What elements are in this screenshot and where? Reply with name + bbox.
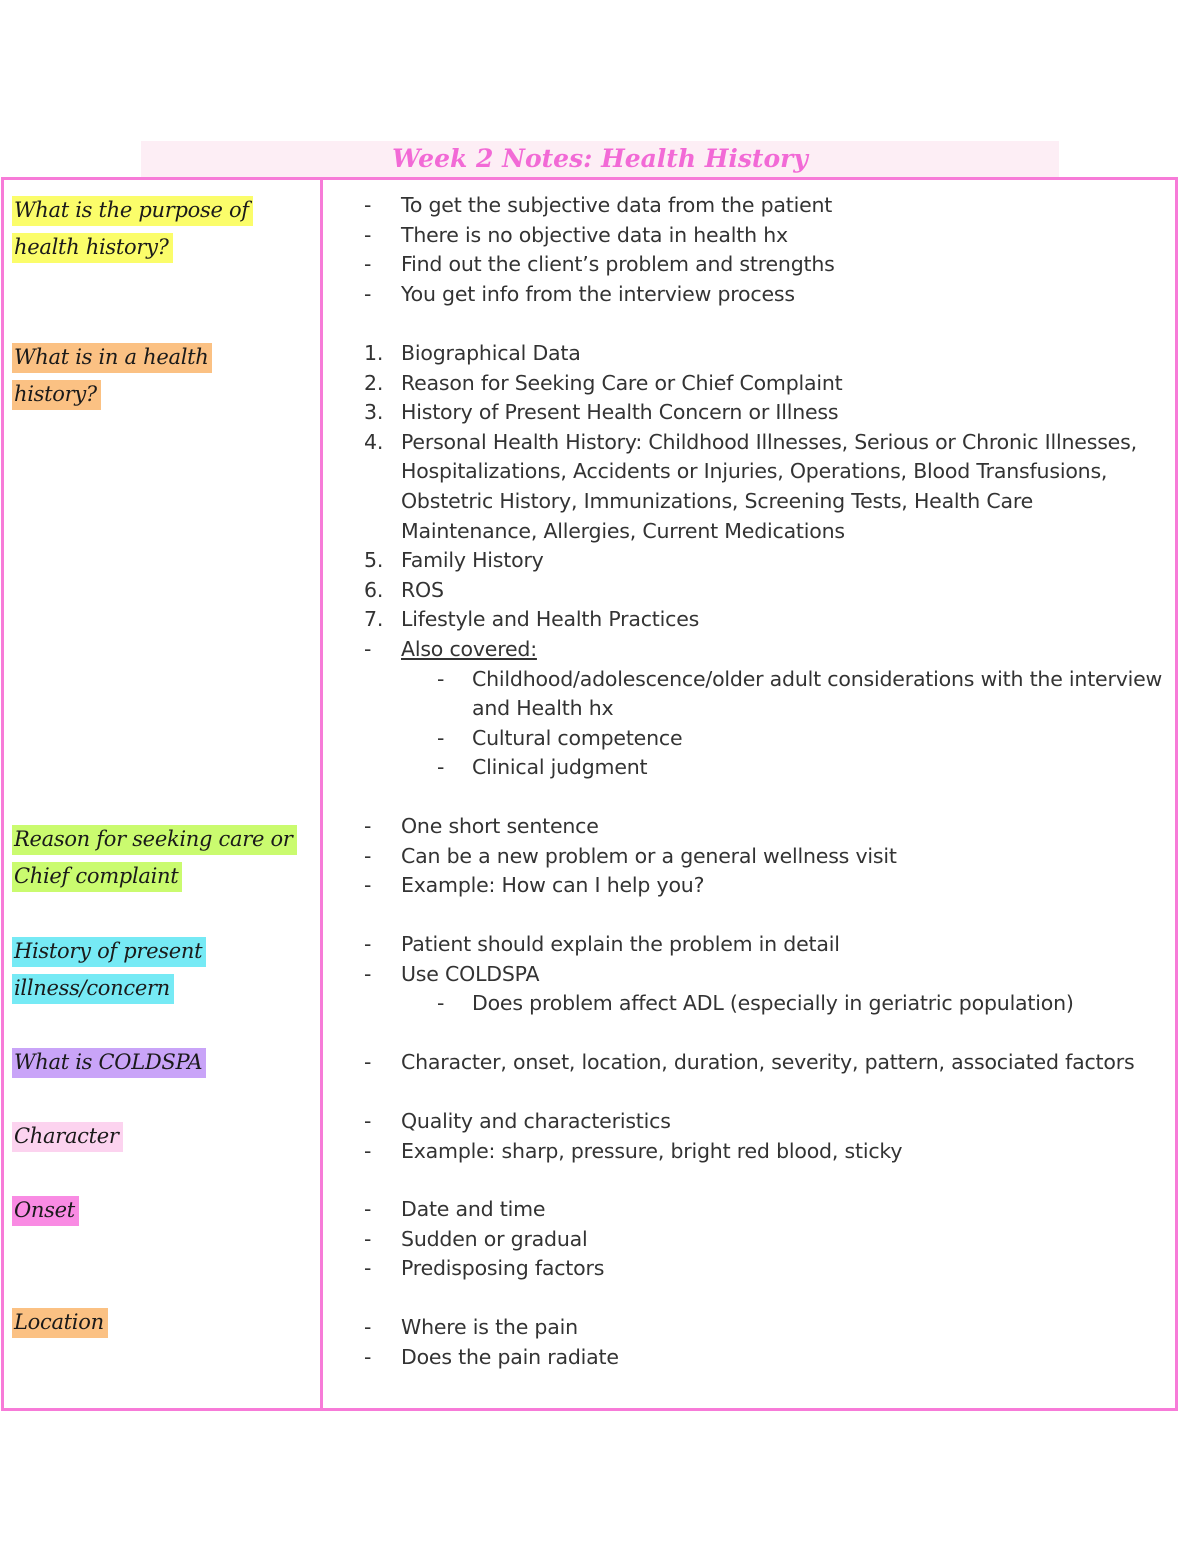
section-coldspa <box>364 1048 1134 1078</box>
list-item: - Sudden or gradual <box>364 1226 588 1251</box>
list-item: - Use COLDSPA <box>364 961 540 986</box>
label-location: Location <box>12 1304 312 1341</box>
list-item: - Character, onset, location, duration, severity, pattern, associated factors <box>364 1050 1135 1074</box>
list-item: 4. Personal Health History: Childhood Illnesses, Serious or Chronic Illnesses, Hospitalizations, Accidents or Injuries, Operations, Blood Transfusions, Obstetric History, Immunizations, Screening Tests, Health Care Maintenance, Allergies, Current Medications <box>364 429 1137 543</box>
list-item: - Quality and characteristics <box>364 1109 671 1133</box>
list-item: 3. History of Present Health Concern or Illness <box>364 400 839 425</box>
list-item: 2. Reason for Seeking Care or Chief Complaint <box>364 370 843 395</box>
section-contents <box>364 339 1172 783</box>
label-coldspa: What is COLDSPA <box>12 1044 312 1081</box>
section-location <box>364 1313 619 1372</box>
list-item: - One short sentence <box>364 814 599 838</box>
list-item: - Example: How can I help you? <box>364 873 705 898</box>
label-onset: Onset <box>12 1192 312 1229</box>
sub-list-item: - Cultural competence <box>437 725 683 750</box>
list-item: - To get the subjective data from the patient <box>364 193 833 217</box>
sub-list-item: - Does problem affect ADL (especially in geriatric population) <box>437 991 1074 1016</box>
title-bar <box>141 141 1059 177</box>
list-item: - Patient should explain the problem in detail <box>364 932 840 956</box>
notes-table <box>1 177 1178 1411</box>
sub-list-item: - Childhood/adolescence/older adult considerations with the interview and Health hx <box>437 666 1163 721</box>
list-item: 1. Biographical Data <box>364 341 581 365</box>
label-contents: What is in a health history? <box>12 339 237 413</box>
list-item: - Find out the client’s problem and strengths <box>364 252 835 277</box>
list-item: - Does the pain radiate <box>364 1344 619 1369</box>
list-item: - There is no objective data in health hx <box>364 222 788 247</box>
list-item: - Predisposing factors <box>364 1256 605 1281</box>
section-onset <box>364 1195 604 1284</box>
list-item: - You get info from the interview process <box>364 281 795 306</box>
list-item: 6. ROS <box>364 577 444 602</box>
sub-list-item: - Clinical judgment <box>437 755 648 780</box>
list-item: - Also covered: <box>364 636 537 661</box>
list-item: - Example: sharp, pressure, bright red blood, sticky <box>364 1138 903 1163</box>
label-history-present: History of present illness/concern <box>12 933 217 1007</box>
page-title: Week 2 Notes: Health History <box>392 144 808 173</box>
column-divider <box>320 180 323 1408</box>
label-purpose: What is the purpose of health history? <box>12 192 267 266</box>
section-character <box>364 1107 902 1166</box>
list-item: - Can be a new problem or a general wellness visit <box>364 843 897 868</box>
list-item: 5. Family History <box>364 548 544 573</box>
list-item: - Date and time <box>364 1197 546 1221</box>
label-character: Character <box>12 1118 312 1155</box>
list-item: - Where is the pain <box>364 1315 578 1339</box>
list-item: 7. Lifestyle and Health Practices <box>364 607 700 632</box>
label-reason: Reason for seeking care or Chief complaint <box>12 821 297 895</box>
section-purpose <box>364 191 835 309</box>
section-history-present <box>364 930 1074 1019</box>
section-reason <box>364 812 897 901</box>
